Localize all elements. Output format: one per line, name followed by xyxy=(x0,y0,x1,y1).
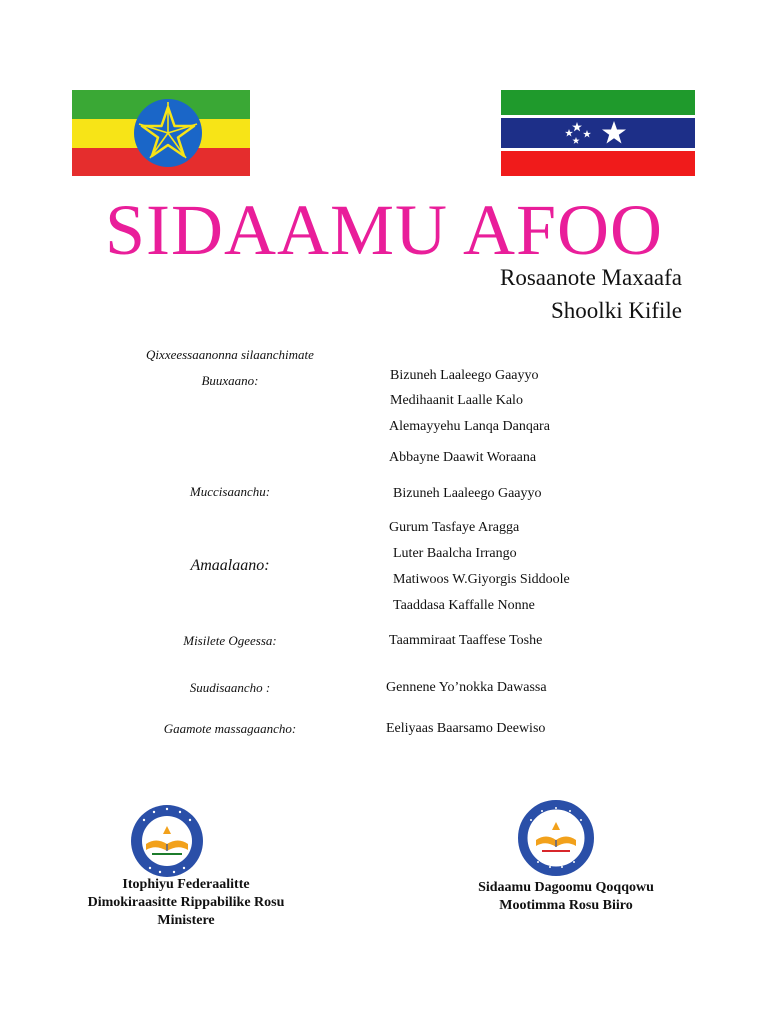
layout-designer-name: Eeliyaas Baarsamo Deewiso xyxy=(386,721,546,736)
bureau-name-line-2: Mootimma Rosu Biiro xyxy=(499,898,633,913)
editor-name: Bizuneh Laaleego Gaayyo xyxy=(393,486,542,501)
ministry-of-education-seal-icon xyxy=(130,804,204,878)
page-title: SIDAAMU AFOO xyxy=(104,190,664,270)
writer-name: Abbayne Daawit Woraana xyxy=(389,450,537,465)
ministry-name-line-3: Ministere xyxy=(157,913,215,928)
subtitle-line-2: Shoolki Kifile xyxy=(551,298,682,323)
reviewer-name: Matiwoos W.Giyorgis Siddoole xyxy=(393,572,570,587)
sidama-flag-icon xyxy=(501,90,695,176)
writers-label-line-2: Buuxaano: xyxy=(201,373,259,388)
reviewers-label: Amaalaano: xyxy=(190,557,270,574)
writer-name: Medihaanit Laalle Kalo xyxy=(390,393,523,408)
reviewer-name: Gurum Tasfaye Aragga xyxy=(389,520,520,535)
layout-label: Gaamote massagaancho: xyxy=(163,721,297,736)
editor-label: Muccisaanchu: xyxy=(189,484,271,499)
illustrator-label: Suudisaancho : xyxy=(189,680,271,695)
reviewer-name: Luter Baalcha Irrango xyxy=(393,546,517,561)
ethiopia-flag-icon xyxy=(72,90,250,176)
subtitle-line-1: Rosaanote Maxaafa xyxy=(499,265,682,290)
writer-name: Bizuneh Laaleego Gaayyo xyxy=(390,368,539,383)
reviewer-name: Taaddasa Kaffalle Nonne xyxy=(393,598,535,613)
illustrator-name: Gennene Yo’nokka Dawassa xyxy=(386,680,547,695)
curriculum-label: Misilete Ogeessa: xyxy=(183,633,277,648)
ministry-name xyxy=(40,876,332,930)
bureau-name xyxy=(436,879,696,915)
curriculum-expert-name: Taammiraat Taaffese Toshe xyxy=(389,633,543,648)
writers-label-line-1: Qixxeessaanonna silaanchimate xyxy=(146,347,314,362)
writer-name: Alemayyehu Lanqa Danqara xyxy=(389,419,550,434)
ministry-name-line-2: Dimokiraasitte Rippabilike Rosu xyxy=(87,895,285,910)
ministry-name-line-1: Itophiyu Federaalitte xyxy=(122,877,250,892)
bureau-name-line-1: Sidaamu Dagoomu Qoqqowu xyxy=(478,880,654,895)
sidama-education-bureau-seal-icon xyxy=(518,800,594,876)
